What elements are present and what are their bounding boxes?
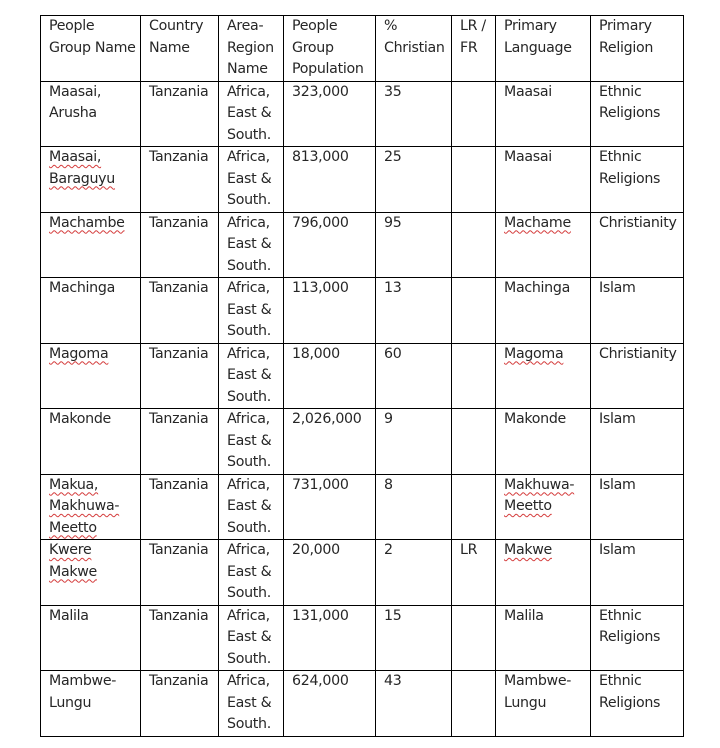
- header-country-name: [141, 16, 219, 82]
- cell-percent-christian: [376, 212, 452, 278]
- cell-primary-language-text: Mambwe-Lungu: [504, 673, 572, 711]
- cell-people-group-name: [41, 212, 141, 278]
- cell-percent-christian: [376, 343, 452, 409]
- cell-primary-religion-text: Islam: [599, 476, 636, 493]
- cell-country-name-text: Tanzania: [149, 345, 209, 362]
- cell-lr-fr: [452, 409, 496, 475]
- cell-country-name-text: Tanzania: [149, 280, 209, 296]
- cell-primary-religion: [591, 540, 684, 606]
- table-row: [41, 671, 684, 737]
- header-text: Area-Region Name: [227, 18, 274, 77]
- cell-area-region-name: [219, 81, 284, 147]
- cell-primary-religion: [591, 605, 684, 671]
- cell-people-group-name-text: Maasai, Arusha: [49, 83, 102, 121]
- cell-people-group-name: [41, 278, 141, 344]
- cell-primary-religion-text: Ethnic Religions: [599, 149, 661, 187]
- cell-primary-language: [496, 409, 591, 475]
- cell-country-name: [141, 409, 219, 475]
- header-people-group-population: [284, 16, 376, 82]
- cell-lr-fr: [452, 278, 496, 344]
- cell-primary-religion-text: Ethnic Religions: [599, 673, 661, 711]
- cell-people-group-name: [41, 81, 141, 147]
- cell-country-name: [141, 343, 219, 409]
- cell-area-region-name-text: Africa, East & South.: [227, 673, 272, 732]
- cell-percent-christian: [376, 409, 452, 475]
- table-row: [41, 212, 684, 278]
- cell-lr-fr: [452, 474, 496, 540]
- cell-country-name-text: Tanzania: [149, 607, 209, 624]
- cell-primary-religion-text: Ethnic Religions: [599, 83, 661, 121]
- cell-area-region-name: [219, 278, 284, 344]
- cell-people-group-name: [41, 343, 141, 409]
- cell-area-region-name-text: Africa, East & South.: [227, 411, 272, 470]
- cell-primary-language: [496, 147, 591, 213]
- cell-primary-religion: [591, 671, 684, 737]
- cell-primary-language-text: Malila: [504, 607, 544, 624]
- cell-population-text: 323,000: [292, 83, 349, 100]
- cell-lr-fr: [452, 671, 496, 737]
- cell-primary-language: [496, 540, 591, 606]
- cell-country-name: [141, 147, 219, 213]
- header-primary-language: [496, 16, 591, 82]
- cell-area-region-name-text: Africa, East & South.: [227, 214, 272, 274]
- cell-area-region-name-text: Africa, East & South.: [227, 476, 272, 536]
- cell-population: [284, 81, 376, 147]
- cell-people-group-name-text: Makua, Makhuwa-Meetto: [49, 476, 120, 536]
- cell-primary-religion-text: Christianity: [599, 214, 677, 231]
- cell-people-group-name-text: Makonde: [49, 411, 111, 427]
- cell-area-region-name: [219, 212, 284, 278]
- table-row: [41, 81, 684, 147]
- cell-population-text: 20,000: [292, 542, 340, 558]
- cell-lr-fr: [452, 605, 496, 671]
- cell-people-group-name-text: Malila: [49, 607, 89, 624]
- cell-percent-christian-text: 25: [384, 149, 402, 165]
- cell-country-name-text: Tanzania: [149, 542, 209, 558]
- cell-lr-fr: [452, 212, 496, 278]
- cell-population-text: 18,000: [292, 345, 340, 362]
- cell-population: [284, 409, 376, 475]
- cell-people-group-name: [41, 671, 141, 737]
- cell-primary-language-text: Magoma: [504, 345, 564, 362]
- table-header-row: [41, 16, 684, 82]
- header-text: People Group Name: [49, 18, 136, 56]
- cell-population: [284, 147, 376, 213]
- cell-people-group-name-text: Kwere Makwe: [49, 542, 97, 580]
- header-text: Country Name: [149, 18, 204, 56]
- table-row: [41, 605, 684, 671]
- cell-percent-christian-text: 8: [384, 476, 393, 493]
- cell-people-group-name-text: Magoma: [49, 345, 109, 362]
- cell-country-name: [141, 81, 219, 147]
- cell-primary-language-text: Makonde: [504, 411, 566, 427]
- header-text: % Christian: [384, 18, 445, 56]
- cell-population-text: 2,026,000: [292, 411, 362, 427]
- table-row: [41, 409, 684, 475]
- cell-country-name-text: Tanzania: [149, 214, 209, 231]
- cell-country-name: [141, 605, 219, 671]
- cell-lr-fr: [452, 343, 496, 409]
- cell-people-group-name: [41, 540, 141, 606]
- cell-percent-christian-text: 35: [384, 83, 402, 100]
- cell-country-name: [141, 474, 219, 540]
- cell-primary-language-text: Makhuwa-Meetto: [504, 476, 575, 514]
- cell-area-region-name: [219, 540, 284, 606]
- cell-population: [284, 343, 376, 409]
- header-text: People Group Population: [292, 18, 364, 77]
- cell-population-text: 624,000: [292, 673, 349, 689]
- header-people-group-name: [41, 16, 141, 82]
- cell-population-text: 796,000: [292, 214, 349, 231]
- cell-primary-language-text: Machame: [504, 214, 571, 231]
- cell-area-region-name: [219, 147, 284, 213]
- cell-primary-religion-text: Islam: [599, 411, 636, 427]
- cell-percent-christian-text: 60: [384, 345, 402, 362]
- cell-primary-language: [496, 212, 591, 278]
- cell-country-name-text: Tanzania: [149, 83, 209, 100]
- cell-percent-christian: [376, 605, 452, 671]
- cell-population-text: 131,000: [292, 607, 349, 624]
- header-lr-fr: [452, 16, 496, 82]
- cell-area-region-name-text: Africa, East & South.: [227, 149, 272, 208]
- cell-area-region-name-text: Africa, East & South.: [227, 280, 272, 339]
- cell-population: [284, 212, 376, 278]
- header-text: Primary Language: [504, 18, 572, 56]
- cell-country-name: [141, 212, 219, 278]
- cell-percent-christian-text: 13: [384, 280, 402, 296]
- header-text: Primary Religion: [599, 18, 654, 56]
- cell-percent-christian-text: 15: [384, 607, 402, 624]
- cell-primary-religion-text: Ethnic Religions: [599, 607, 661, 645]
- cell-country-name-text: Tanzania: [149, 673, 209, 689]
- cell-country-name-text: Tanzania: [149, 149, 209, 165]
- cell-population: [284, 278, 376, 344]
- cell-primary-religion: [591, 409, 684, 475]
- table-row: [41, 278, 684, 344]
- cell-people-group-name-text: Mambwe-Lungu: [49, 673, 117, 711]
- cell-people-group-name: [41, 605, 141, 671]
- cell-lr-fr-text: LR: [460, 542, 478, 558]
- cell-percent-christian: [376, 81, 452, 147]
- cell-primary-religion-text: Christianity: [599, 345, 677, 362]
- cell-country-name: [141, 278, 219, 344]
- cell-country-name: [141, 540, 219, 606]
- cell-primary-language: [496, 474, 591, 540]
- cell-primary-language-text: Machinga: [504, 280, 570, 296]
- cell-people-group-name-text: Machinga: [49, 280, 115, 296]
- cell-percent-christian-text: 43: [384, 673, 402, 689]
- cell-percent-christian-text: 2: [384, 542, 393, 558]
- cell-population: [284, 671, 376, 737]
- cell-primary-religion: [591, 278, 684, 344]
- cell-people-group-name-text: Maasai, Baraguyu: [49, 149, 115, 187]
- cell-primary-language-text: Maasai: [504, 149, 552, 165]
- cell-primary-religion-text: Islam: [599, 280, 636, 296]
- cell-area-region-name: [219, 409, 284, 475]
- cell-primary-language-text: Makwe: [504, 542, 552, 558]
- cell-area-region-name-text: Africa, East & South.: [227, 542, 272, 601]
- table-row: [41, 540, 684, 606]
- cell-country-name: [141, 671, 219, 737]
- cell-area-region-name-text: Africa, East & South.: [227, 607, 272, 667]
- cell-area-region-name-text: Africa, East & South.: [227, 345, 272, 405]
- cell-population-text: 113,000: [292, 280, 349, 296]
- cell-country-name-text: Tanzania: [149, 476, 209, 493]
- cell-percent-christian: [376, 540, 452, 606]
- cell-primary-religion: [591, 81, 684, 147]
- cell-country-name-text: Tanzania: [149, 411, 209, 427]
- cell-primary-religion: [591, 147, 684, 213]
- header-percent-christian: [376, 16, 452, 82]
- cell-area-region-name-text: Africa, East & South.: [227, 83, 272, 143]
- table-row: [41, 343, 684, 409]
- cell-percent-christian: [376, 671, 452, 737]
- header-primary-religion: [591, 16, 684, 82]
- table-row: [41, 474, 684, 540]
- cell-population-text: 813,000: [292, 149, 349, 165]
- cell-people-group-name-text: Machambe: [49, 214, 125, 231]
- cell-primary-language: [496, 81, 591, 147]
- header-text: LR / FR: [460, 18, 486, 56]
- cell-area-region-name: [219, 343, 284, 409]
- cell-population: [284, 605, 376, 671]
- cell-population: [284, 540, 376, 606]
- cell-primary-language: [496, 343, 591, 409]
- cell-area-region-name: [219, 671, 284, 737]
- cell-lr-fr: [452, 147, 496, 213]
- cell-percent-christian: [376, 474, 452, 540]
- cell-primary-religion: [591, 474, 684, 540]
- cell-lr-fr: [452, 81, 496, 147]
- cell-population-text: 731,000: [292, 476, 349, 493]
- table-row: [41, 147, 684, 213]
- cell-area-region-name: [219, 605, 284, 671]
- cell-primary-language: [496, 278, 591, 344]
- cell-primary-language-text: Maasai: [504, 83, 552, 100]
- cell-primary-religion-text: Islam: [599, 542, 636, 558]
- cell-population: [284, 474, 376, 540]
- cell-people-group-name: [41, 147, 141, 213]
- cell-area-region-name: [219, 474, 284, 540]
- cell-primary-language: [496, 605, 591, 671]
- table-body: [41, 81, 684, 736]
- cell-percent-christian-text: 9: [384, 411, 393, 427]
- cell-primary-religion: [591, 212, 684, 278]
- cell-primary-language: [496, 671, 591, 737]
- cell-percent-christian: [376, 278, 452, 344]
- cell-people-group-name: [41, 474, 141, 540]
- cell-primary-religion: [591, 343, 684, 409]
- cell-people-group-name: [41, 409, 141, 475]
- people-groups-table: [40, 15, 684, 737]
- cell-percent-christian: [376, 147, 452, 213]
- cell-lr-fr: [452, 540, 496, 606]
- cell-percent-christian-text: 95: [384, 214, 402, 231]
- header-area-region-name: [219, 16, 284, 82]
